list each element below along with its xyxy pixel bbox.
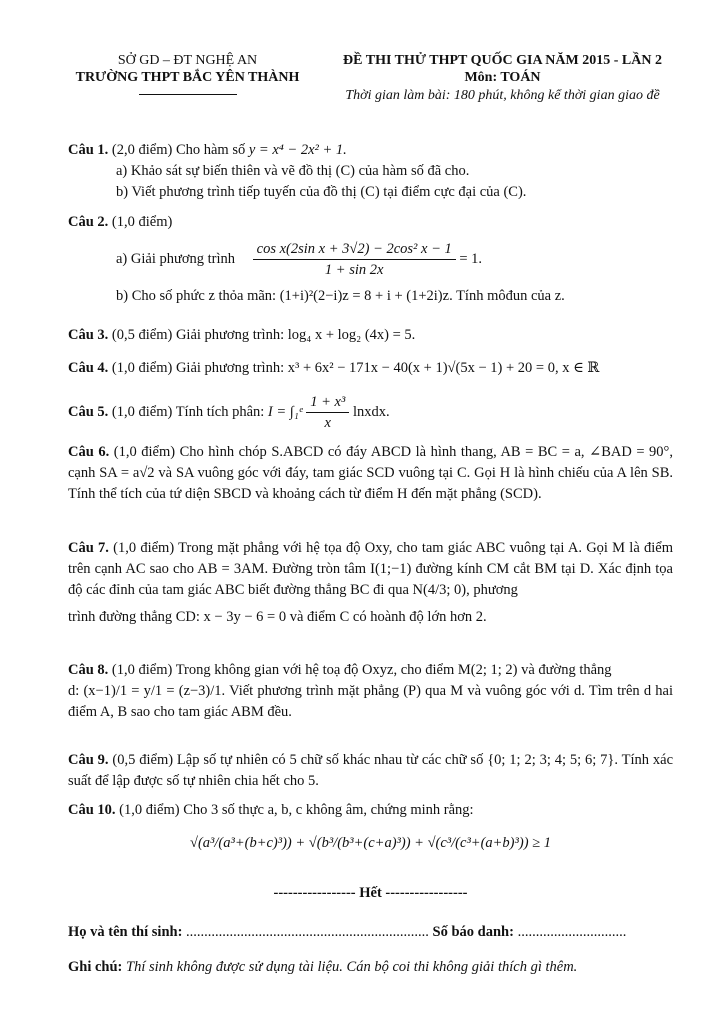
question-6-points: (1,0 điểm) [113, 444, 176, 460]
exam-note [68, 957, 673, 977]
question-4-points: (1,0 điểm) [111, 360, 173, 376]
question-10-head: Câu 10. [68, 802, 116, 818]
question-2-head: Câu 2. [68, 214, 109, 230]
question-2-denominator: 1 + sin 2x [324, 262, 384, 278]
question-9 [68, 750, 673, 792]
question-10-points: (1,0 điểm) [119, 802, 180, 818]
question-1-intro: Cho hàm số [172, 142, 249, 158]
question-6-head: Câu 6. [68, 444, 110, 460]
question-6 [68, 442, 673, 505]
question-2-part-b: b) Cho số phức z thỏa mãn: (1+i)²(2−i)z = 8 + i + (1+2i)z. Tính môđun của z. [116, 288, 565, 304]
question-2-part-a [68, 239, 673, 280]
question-3-points: (0,5 điểm) [111, 327, 173, 343]
school-name: TRƯỜNG THPT BẮC YÊN THÀNH [75, 70, 300, 85]
question-3-head: Câu 3. [68, 327, 109, 343]
department-name: SỞ GD – ĐT NGHỆ AN [117, 53, 258, 68]
question-2-points: (1,0 điểm) [111, 214, 173, 230]
candidate-id-label: Số báo danh: [432, 924, 514, 940]
note-label: Ghi chú: [68, 959, 123, 975]
question-2 [68, 212, 673, 307]
exam-title: ĐỀ THI THỬ THPT QUỐC GIA NĂM 2015 - LẦN 2 [343, 53, 662, 68]
question-8-head: Câu 8. [68, 662, 109, 678]
question-8-text-2: d: (x−1)/1 = y/1 = (z−3)/1. Viết phương trình mặt phẳng (P) qua M và vuông góc với d. Tìm trên d hai điểm A, B sao cho tam giác ABM đều. [68, 683, 673, 720]
question-5-fraction [306, 392, 349, 433]
question-4 [68, 358, 673, 379]
question-5-intro: Tính tích phân: [172, 403, 268, 420]
question-2-part-a-label: a) Giải phương trình [116, 250, 236, 267]
question-7-points: (1,0 điểm) [113, 540, 175, 556]
question-10 [68, 800, 673, 854]
question-5-points: (1,0 điểm) [111, 403, 173, 420]
question-6-text: Cho hình chóp S.ABCD có đáy ABCD là hình thang, AB = BC = a, ∠BAD = 90°, cạnh SA = a√2 và SA vuông góc với đáy, tam giác SCD vuông tại C. Gọi H là hình chiếu của A lên SB. Tính thể tích của tứ diện SBCD và khoảng cách từ điểm H đến mặt phẳng (SCD). [68, 444, 673, 502]
header-underline [139, 94, 237, 95]
question-1-head: Câu 1. [68, 142, 109, 158]
note-text: Thí sinh không được sử dụng tài liệu. Cán bộ coi thi không giải thích gì thêm. [122, 959, 578, 975]
question-2-fraction [253, 239, 456, 280]
header-left [70, 52, 305, 95]
question-9-head: Câu 9. [68, 752, 109, 768]
question-9-points: (0,5 điểm) [112, 752, 174, 768]
candidate-name-blank: ................................................................... [182, 924, 429, 940]
candidate-name-label: Họ và tên thí sinh: [68, 924, 183, 940]
question-9-text: Lập số tự nhiên có 5 chữ số khác nhau từ các chữ số {0; 1; 2; 3; 4; 5; 6; 7}. Tính xác suất để lập được số tự nhiên chia hết cho 5. [68, 752, 674, 789]
question-5 [68, 392, 673, 433]
candidate-id-blank: .............................. [513, 924, 627, 940]
question-8 [68, 660, 673, 723]
question-8-points: (1,0 điểm) [111, 662, 173, 678]
question-2-rhs: = 1. [459, 250, 483, 267]
question-1-formula: y = x⁴ − 2x² + 1. [248, 142, 347, 158]
question-7-text-1: Trong mặt phẳng với hệ tọa độ Oxy, cho tam giác ABC vuông tại A. Gọi M là điểm trên cạnh AC sao cho AB = 3AM. Đường tròn tâm I(1;−1) đường kính CM cắt BM tại D. Xác định tọa độ các đỉnh của tam giác ABC biết đường thẳng BC đi qua N(4/3; 0), phương [68, 540, 674, 598]
end-marker: ----------------- Hết ----------------- [273, 885, 468, 901]
candidate-info [68, 922, 673, 942]
question-1 [68, 140, 673, 203]
question-10-inequality: √(a³/(a³+(b+c)³)) + √(b³/(b³+(c+a)³)) + √(c³/(c³+(a+b)³)) ≥ 1 [190, 835, 551, 851]
question-7 [68, 538, 673, 628]
question-5-denominator: x [324, 415, 331, 431]
question-5-numerator: 1 + x³ [306, 392, 349, 413]
question-7-head: Câu 7. [68, 540, 109, 556]
question-3-text: Giải phương trình: log₄ x + log₂ (4x) = 5. [172, 327, 416, 343]
question-4-head: Câu 4. [68, 360, 109, 376]
exam-subject: Môn: TOÁN [464, 70, 541, 85]
question-4-text: Giải phương trình: x³ + 6x² − 171x − 40(x + 1)√(5x − 1) + 20 = 0, x ∈ ℝ [172, 360, 600, 376]
question-5-head: Câu 5. [68, 403, 109, 420]
question-1-part-a: a) Khảo sát sự biến thiên và vẽ đồ thị (C) của hàm số đã cho. [116, 163, 470, 179]
question-3 [68, 325, 673, 346]
header-right [330, 52, 675, 105]
exam-duration: Thời gian làm bài: 180 phút, không kể thời gian giao đề [345, 88, 660, 103]
question-8-text-1: Trong không gian với hệ toạ độ Oxyz, cho điểm M(2; 1; 2) và đường thẳng [172, 662, 612, 678]
question-7-text-2: trình đường thẳng CD: x − 3y − 6 = 0 và điểm C có hoành độ lớn hơn 2. [68, 609, 487, 625]
question-5-integral: I = ∫₁ᵉ [267, 403, 303, 420]
question-1-part-b: b) Viết phương trình tiếp tuyến của đồ thị (C) tại điểm cực đại của (C). [116, 184, 527, 200]
question-1-points: (2,0 điểm) [111, 142, 173, 158]
question-10-text: Cho 3 số thực a, b, c không âm, chứng minh rằng: [179, 802, 474, 818]
question-2-numerator: cos x(2sin x + 3√2) − 2cos² x − 1 [253, 239, 456, 260]
question-5-tail: lnxdx. [352, 403, 390, 420]
